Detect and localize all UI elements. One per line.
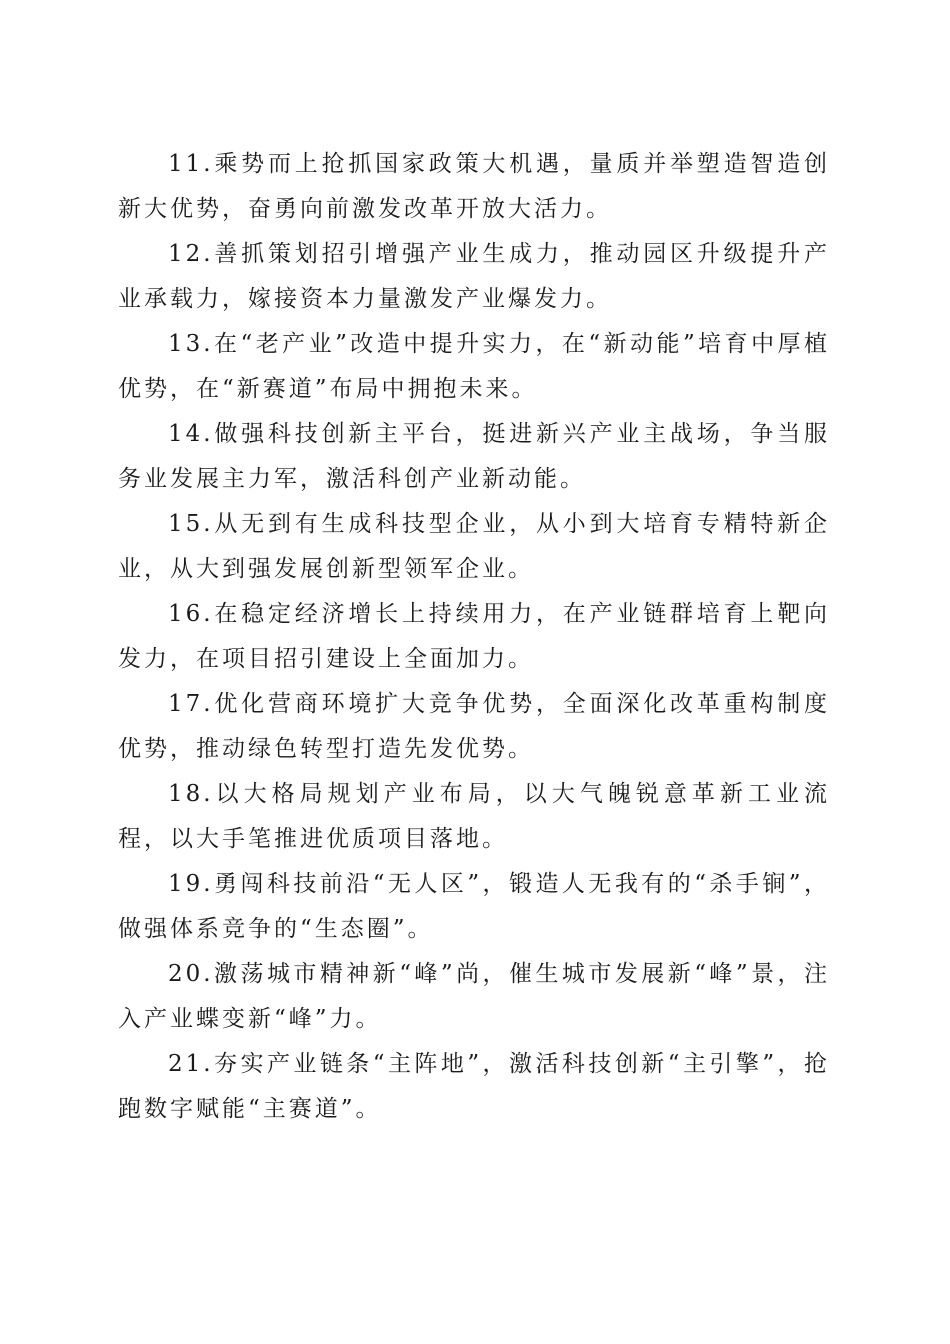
paragraph-19: 19.勇闯科技前沿“无人区”，锻造人无我有的“杀手锏”，做强体系竞争的“生态圈”。 bbox=[118, 871, 830, 942]
paragraph-13: 13.在“老产业”改造中提升实力，在“新动能”培育中厚植优势，在“新赛道”布局中拥抱未来。 bbox=[118, 331, 830, 402]
paragraph-14: 14.做强科技创新主平台，挺进新兴产业主战场，争当服务业发展主力军，激活科创产业新动能。 bbox=[118, 421, 830, 492]
paragraph-21: 21.夯实产业链条“主阵地”，激活科技创新“主引擎”，抢跑数字赋能“主赛道”。 bbox=[118, 1051, 830, 1122]
paragraph-11: 11.乘势而上抢抓国家政策大机遇，量质并举塑造智造创新大优势，奋勇向前激发改革开放大活力。 bbox=[118, 151, 830, 222]
paragraph-18: 18.以大格局规划产业布局，以大气魄锐意革新工业流程，以大手笔推进优质项目落地。 bbox=[118, 781, 830, 852]
paragraph-16: 16.在稳定经济增长上持续用力，在产业链群培育上靶向发力，在项目招引建设上全面加力。 bbox=[118, 601, 830, 672]
paragraph-15: 15.从无到有生成科技型企业，从小到大培育专精特新企业，从大到强发展创新型领军企业。 bbox=[118, 511, 830, 582]
paragraph-17: 17.优化营商环境扩大竞争优势，全面深化改革重构制度优势，推动绿色转型打造先发优势。 bbox=[118, 691, 830, 762]
document-body bbox=[118, 142, 830, 1132]
paragraph-12: 12.善抓策划招引增强产业生成力，推动园区升级提升产业承载力，嫁接资本力量激发产业爆发力。 bbox=[118, 241, 830, 312]
paragraph-20: 20.激荡城市精神新“峰”尚，催生城市发展新“峰”景，注入产业蝶变新“峰”力。 bbox=[118, 961, 830, 1032]
